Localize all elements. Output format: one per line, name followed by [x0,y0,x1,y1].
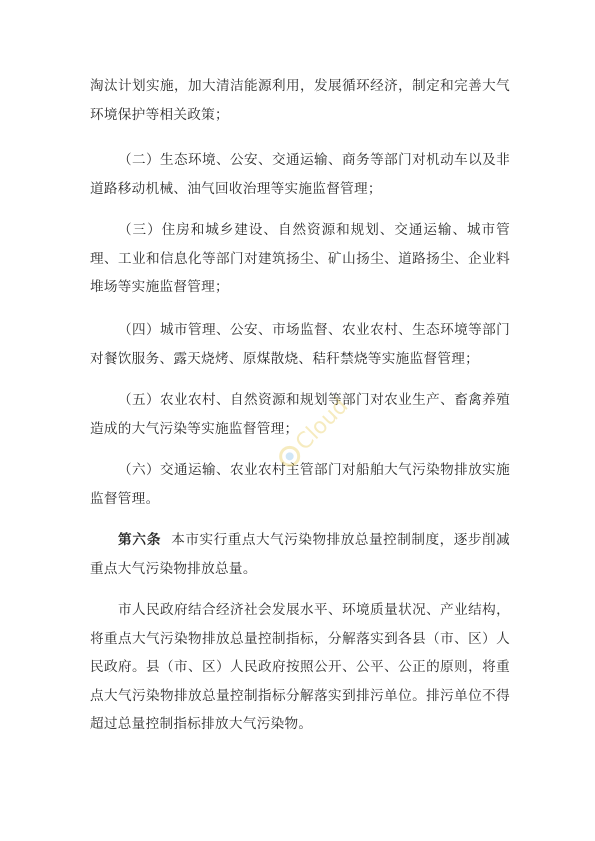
paragraph-quota-allocation: 市人民政府结合经济社会发展水平、环境质量状况、产业结构，将重点大气污染物排放总量控制指标，分解落实到各县（市、区）人民政府。县（市、区）人民政府按照公开、公平、公正的原则，将重点大气污染物排放总量控制指标分解落实到排污单位。排污单位不得超过总量控制指标排放大气污染物。 [90,602,510,733]
paragraph-item-3: （三）住房和城乡建设、自然资源和规划、交通运输、城市管理、工业和信息化等部门对建筑扬尘、矿山扬尘、道路扬尘、企业料堆场等实施监督管理； [90,222,510,296]
article-6-paragraph [90,526,510,583]
paragraph-item-2: （二）生态环境、公安、交通运输、商务等部门对机动车以及非道路移动机械、油气回收治理等实施监督管理； [90,152,510,197]
cloud-watermark-logo [258,378,368,488]
paragraph-item-5: （五）农业农村、自然资源和规划等部门对农业生产、畜禽养殖造成的大气污染等实施监督管理； [90,392,510,437]
paragraph-item-6: （六）交通运输、农业农村主管部门对船舶大气污染物排放实施监督管理。 [90,462,510,507]
watermark-text: Cloud [291,393,354,456]
article-6-text: 本市实行重点大气污染物排放总量控制制度，逐步削减重点大气污染物排放总量。 [90,532,510,577]
article-label: 第六条 [118,532,162,548]
paragraph-continuation: 淘汰计划实施，加大清洁能源利用，发展循环经济，制定和完善大气环境保护等相关政策； [90,78,510,123]
paragraph-item-4: （四）城市管理、公安、市场监督、农业农村、生态环境等部门对餐饮服务、露天烧烤、原煤散烧、秸秆禁烧等实施监督管理； [90,322,510,367]
